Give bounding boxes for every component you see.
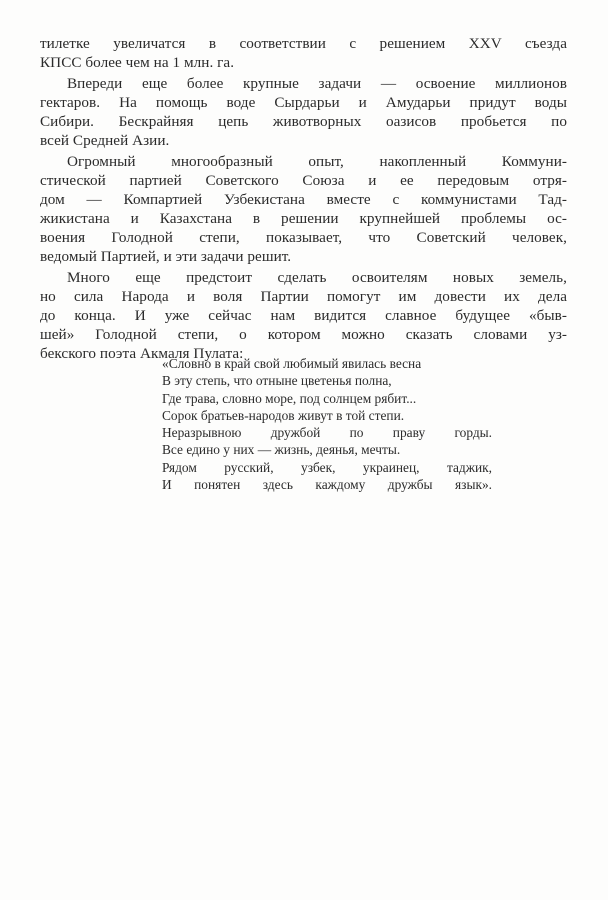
- text-line: но сила Народа и воля Партии помогут им довести их дела: [40, 288, 567, 305]
- text-line: шей» Голодной степи, о котором можно сказать словами уз-: [40, 326, 567, 343]
- text-line: гектаров. На помощь воде Сырдарьи и Амударьи придут воды: [40, 94, 567, 111]
- text-line: Много еще предстоит сделать освоителям новых земель,: [67, 269, 567, 286]
- text-line: всей Средней Азии.: [40, 132, 170, 149]
- paragraph-4: [40, 268, 567, 363]
- poem-line: Рядом русский, узбек, украинец, таджик,: [162, 459, 492, 475]
- poem-line: Все едино у них — жизнь, деянья, мечты.: [162, 442, 401, 458]
- text-line: жикистана и Казахстана в решении крупнейшей проблемы ос-: [40, 210, 567, 227]
- text-line: КПСС более чем на 1 млн. га.: [40, 54, 235, 71]
- text-line: тилетке увеличатся в соответствии с решением XXV съезда: [40, 35, 567, 52]
- text-line: до конца. И уже сейчас нам видится славное будущее «быв-: [40, 307, 567, 324]
- poem-line: Сорок братьев-народов живут в той степи.: [162, 407, 405, 423]
- text-line: бекского поэта Акмаля Пулата:: [40, 345, 244, 362]
- text-line: воения Голодной степи, показывает, что Советский человек,: [40, 229, 567, 246]
- body-text: [40, 34, 567, 365]
- poem-line: В эту степь, что отныне цветенья полна,: [162, 373, 392, 389]
- paragraph-1: [40, 34, 567, 72]
- poem-line: «Словно в край свой любимый явилась весна: [162, 356, 422, 371]
- text-line: Огромный многообразный опыт, накопленный Коммуни-: [67, 153, 567, 170]
- poem-line: Где трава, словно море, под солнцем рябит...: [162, 390, 417, 406]
- poem-line: И понятен здесь каждому дружбы язык».: [162, 477, 492, 493]
- poem-quote: [162, 355, 492, 493]
- text-line: стической партией Советского Союза и ее передовым отря-: [40, 172, 567, 189]
- text-line: Сибири. Бескрайняя цепь животворных оазисов пробьется по: [40, 113, 567, 130]
- paragraph-3: [40, 152, 567, 266]
- poem-line: Неразрывною дружбой по праву горды.: [162, 425, 492, 441]
- text-line: Впереди еще более крупные задачи — освоение миллионов: [67, 75, 567, 92]
- paragraph-2: [40, 74, 567, 150]
- text-line: ведомый Партией, и эти задачи решит.: [40, 248, 292, 265]
- text-line: дом — Компартией Узбекистана вместе с коммунистами Тад-: [40, 191, 567, 208]
